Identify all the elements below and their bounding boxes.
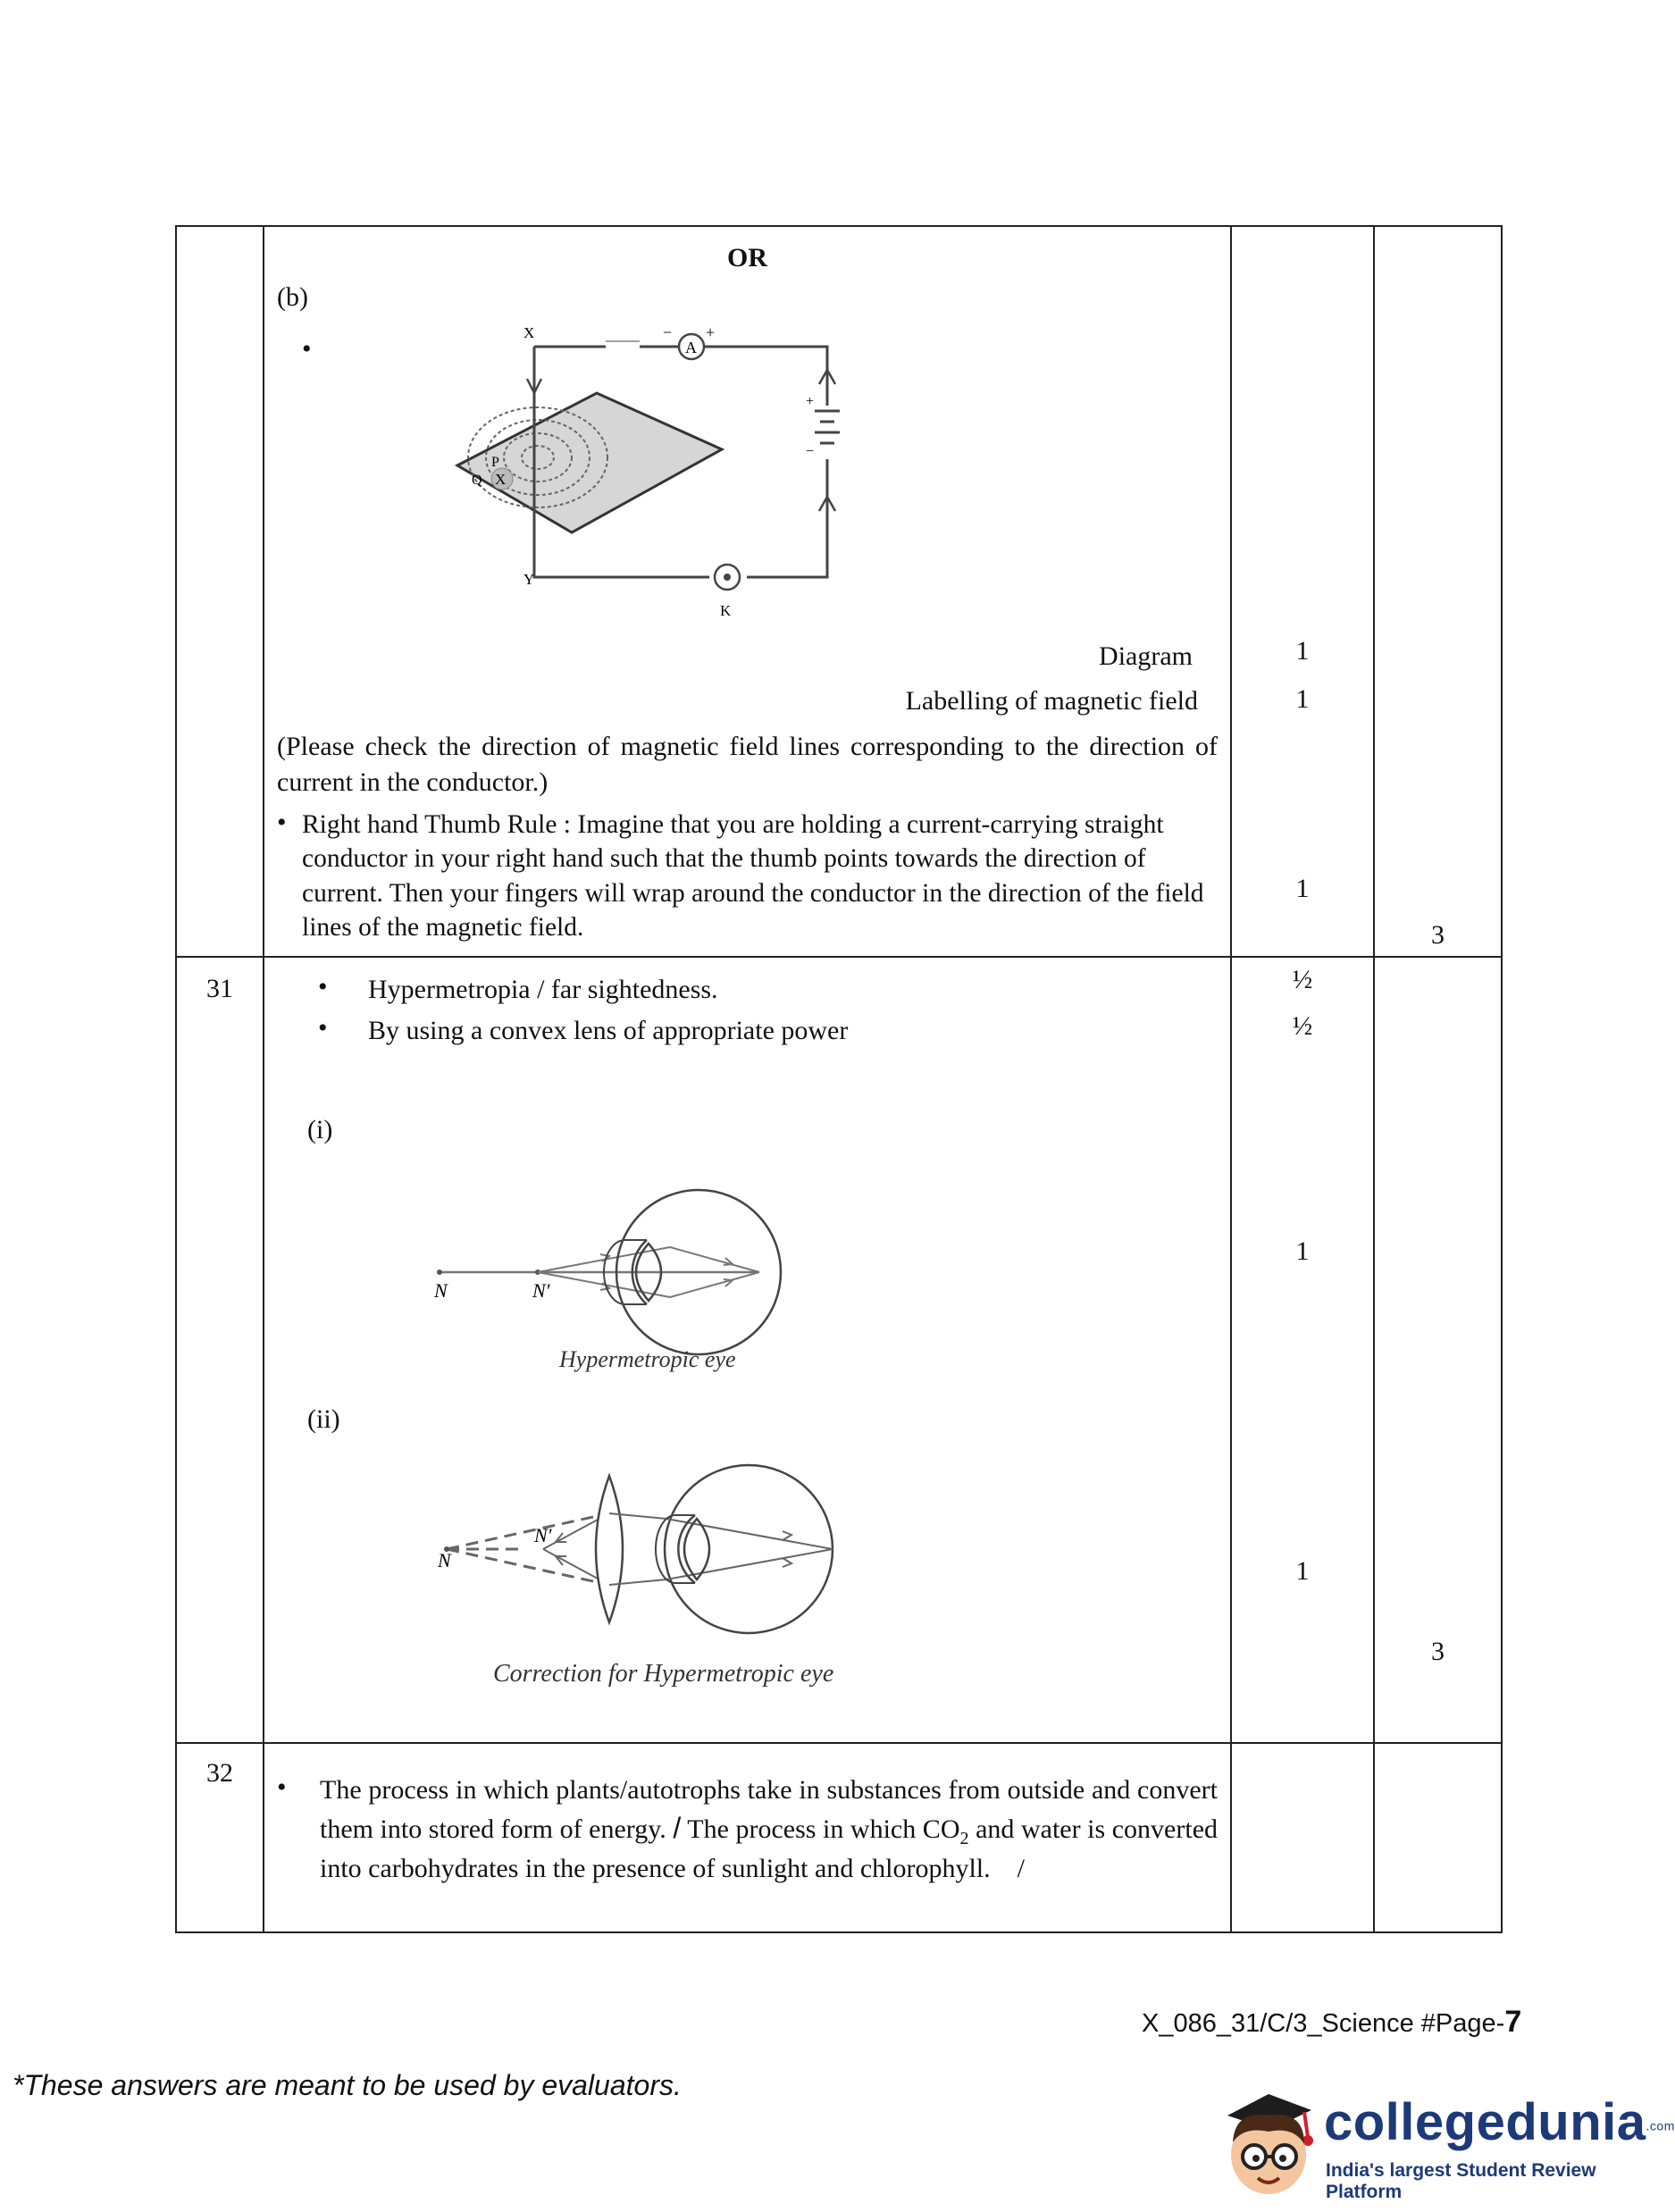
- total-marks-cell: [1374, 957, 1502, 1743]
- ammeter-plus: +: [706, 323, 716, 341]
- total-marks-cell: [1374, 226, 1502, 957]
- diagram-caption: Diagram: [1099, 641, 1193, 671]
- marks-cell: [1231, 226, 1374, 957]
- table-row: [176, 1743, 1502, 1932]
- question-number: 31: [206, 974, 233, 1003]
- point-x-label: X: [523, 324, 535, 341]
- separator: /: [673, 1811, 682, 1844]
- question-number: 32: [206, 1758, 233, 1788]
- page-footer-code: X_086_31/C/3_Science #Page-7: [1142, 2005, 1522, 2039]
- mark-value: ½: [1292, 1011, 1313, 1041]
- part-label-b: (b): [277, 282, 308, 312]
- table-row: [176, 957, 1502, 1743]
- separator: /: [1017, 1853, 1025, 1883]
- photosynthesis-definition: The process in which plants/autotrophs take in substances from outside and convert them into stored form of energy. / The process in which $CO_2$ and water is converted into carbohydrates in the presence of sunlight and chlorophyll. /: [320, 1775, 1219, 1883]
- ammeter-minus: −: [663, 323, 673, 341]
- marking-scheme-table: [175, 225, 1503, 1933]
- hypermetropia-correction-diagram: [434, 1449, 988, 1717]
- bullet: •: [318, 972, 328, 1001]
- bullet: •: [277, 808, 287, 837]
- collegedunia-logo: [1215, 2080, 1675, 2205]
- diagram-i-caption: Hypermetropic eye: [559, 1346, 736, 1372]
- mark-value: 1: [1295, 1556, 1310, 1586]
- point-n-prime-label: N': [532, 1279, 550, 1302]
- total-marks: 3: [1431, 1637, 1445, 1666]
- marks-cell: [1231, 957, 1374, 1743]
- question-number-cell: [176, 226, 264, 957]
- bullet: •: [302, 334, 312, 364]
- bullet-text: By using a convex lens of appropriate power: [368, 1016, 849, 1045]
- key-label: K: [720, 602, 732, 619]
- part-label-i: (i): [307, 1115, 333, 1144]
- question-number-cell: [176, 957, 264, 1743]
- diagram-ii-caption: Correction for Hypermetropic eye: [493, 1660, 834, 1688]
- brand-name: collegedunia.com: [1324, 2093, 1675, 2151]
- bullet: •: [277, 1772, 287, 1802]
- point-n-label: N: [434, 1279, 448, 1302]
- or-label: OR: [727, 243, 767, 272]
- bullet: •: [318, 1013, 328, 1043]
- answer-cell: [264, 226, 1231, 957]
- mark-value: 1: [1295, 636, 1310, 666]
- brand-tagline: India's largest Student Review Platform: [1326, 2160, 1596, 2202]
- part-label-ii: (ii): [307, 1404, 340, 1434]
- battery-plus: +: [806, 394, 815, 409]
- question-number-cell: [176, 1743, 264, 1932]
- total-marks: 3: [1431, 920, 1445, 950]
- page-number: 7: [1504, 2005, 1522, 2039]
- compass-label: X: [495, 471, 507, 488]
- bullet-text: Hypermetropia / far sightedness.: [368, 975, 718, 1004]
- point-p-label: P: [491, 455, 499, 470]
- evaluator-note: *These answers are meant to be used by evaluators.: [13, 2069, 682, 2101]
- mark-value: 1: [1295, 874, 1310, 903]
- point-y-label: Y: [523, 571, 535, 588]
- point-n-prime-label: N': [534, 1524, 552, 1546]
- table-row: [176, 226, 1502, 957]
- mark-value: 1: [1295, 1236, 1310, 1266]
- mascot-icon: [1215, 2080, 1322, 2205]
- total-marks-cell: [1374, 1743, 1502, 1932]
- mark-value: ½: [1292, 965, 1313, 994]
- point-q-label: Q: [472, 473, 482, 488]
- mark-value: 1: [1295, 684, 1310, 714]
- magnetic-field-circuit-diagram: [452, 325, 943, 620]
- hypermetropic-eye-diagram: [434, 1154, 934, 1387]
- direction-note: (Please check the direction of magnetic field lines corresponding to the direction of current in the conductor.): [277, 732, 1218, 797]
- answer-cell: [264, 1743, 1231, 1932]
- answer-cell: [264, 957, 1231, 1743]
- battery-minus: −: [806, 444, 815, 459]
- right-hand-thumb-rule-text: Right hand Thumb Rule : Imagine that you are holding a current-carrying straight conductor in your right hand such that the thumb points towards the direction of current. Then your fingers will wrap around the conductor in the direction of the field lines of the magnetic field.: [302, 810, 1204, 943]
- brand-suffix: .com: [1646, 2118, 1675, 2133]
- ammeter-label: A: [685, 339, 697, 356]
- point-n-label: N: [438, 1549, 451, 1571]
- marks-cell: [1231, 1743, 1374, 1932]
- labelling-caption: Labelling of magnetic field: [905, 686, 1198, 716]
